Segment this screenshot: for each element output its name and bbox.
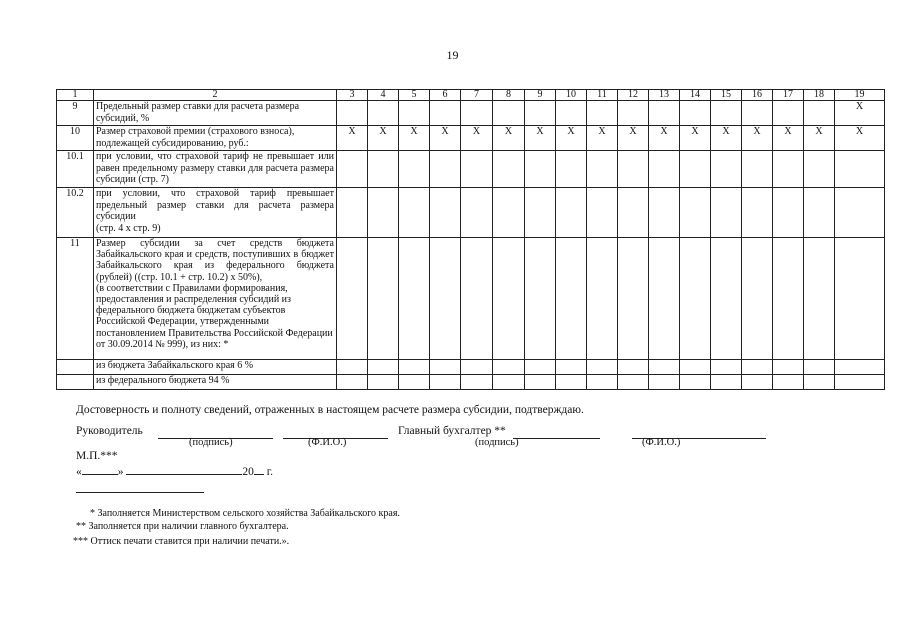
row-number: 11 xyxy=(57,238,94,360)
cell-mark xyxy=(649,101,680,126)
row-description-tail: (стр. 4 х стр. 9) xyxy=(96,222,161,234)
cell-mark: X xyxy=(742,126,773,151)
col-header: 6 xyxy=(430,90,461,101)
col-header: 13 xyxy=(649,90,680,101)
cell-mark xyxy=(337,101,368,126)
cell-mark xyxy=(368,101,399,126)
table-row xyxy=(57,101,885,126)
cell-mark: X xyxy=(804,126,835,151)
col-header: 9 xyxy=(525,90,556,101)
cell-mark: X xyxy=(711,126,742,151)
col-header: 18 xyxy=(804,90,835,101)
col-header: 1 xyxy=(57,90,94,101)
date-day-blank[interactable] xyxy=(82,464,118,475)
cell-mark: X xyxy=(587,126,618,151)
accountant-label: Главный бухгалтер ** xyxy=(398,425,506,437)
table-row xyxy=(57,188,885,238)
date-close-quote: » xyxy=(117,466,124,478)
row-description: Предельный размер ставки для расчета размера субсидий, % xyxy=(94,101,337,126)
cell-mark: X xyxy=(835,101,885,126)
cell-mark: X xyxy=(430,126,461,151)
cell-mark: X xyxy=(493,126,525,151)
subsidy-calculation-table xyxy=(56,89,885,390)
signature-block xyxy=(76,425,796,455)
row-number: 10.1 xyxy=(57,151,94,188)
col-header: 3 xyxy=(337,90,368,101)
cell-mark xyxy=(618,101,649,126)
row-number: 10.2 xyxy=(57,188,94,238)
col-header: 11 xyxy=(587,90,618,101)
cell-mark xyxy=(587,101,618,126)
table-header-row xyxy=(57,90,885,101)
date-year-blank[interactable] xyxy=(254,464,264,475)
col-header: 12 xyxy=(618,90,649,101)
cell-mark: X xyxy=(461,126,493,151)
cell-mark: X xyxy=(399,126,430,151)
cell-mark: X xyxy=(368,126,399,151)
head-signature-caption: (подпись) xyxy=(189,437,233,448)
col-header: 7 xyxy=(461,90,493,101)
cell-mark xyxy=(399,101,430,126)
cell-mark xyxy=(711,101,742,126)
cell-mark xyxy=(430,101,461,126)
row-number: 10 xyxy=(57,126,94,151)
accountant-signature-caption: (подпись) xyxy=(475,437,519,448)
date-line xyxy=(76,464,273,478)
row-description-text: Размер субсидии за счет средств бюджета Забайкальского края и средств, поступивших в бюджет Забайкальского края из федерального бюджета (рублей) ((стр. 10.1 + стр. 10.2) х 50%), xyxy=(96,238,334,283)
col-header: 19 xyxy=(835,90,885,101)
cell-mark xyxy=(804,101,835,126)
accountant-signature-line[interactable] xyxy=(513,438,600,439)
cell-mark xyxy=(680,101,711,126)
col-header: 8 xyxy=(493,90,525,101)
cell-mark xyxy=(493,101,525,126)
col-header: 17 xyxy=(773,90,804,101)
head-label: Руководитель xyxy=(76,425,143,437)
row-description: из бюджета Забайкальского края 6 % xyxy=(94,360,337,375)
footnote: * Заполняется Министерством сельского хозяйства Забайкальского края. xyxy=(90,508,400,519)
col-header: 2 xyxy=(94,90,337,101)
head-name-caption: (Ф.И.О.) xyxy=(308,437,347,448)
row-description: при условии, что страховой тариф не превышает или равен предельному размеру ставки для расчета размера субсидии (стр. 7) xyxy=(94,151,337,188)
row-description-tail: (в соответствии с Правилами формирования, предоставления и распределения субсидий из федерального бюджета бюджетам субъектов Российской Федерации, утвержденными постановлением Правительства Российской Федерации от 30.09.2014 № 999), из них: * xyxy=(96,282,333,350)
row-number xyxy=(57,360,94,375)
col-header: 14 xyxy=(680,90,711,101)
table-row xyxy=(57,238,885,360)
cell-mark: X xyxy=(525,126,556,151)
table-row xyxy=(57,151,885,188)
cell-mark xyxy=(773,101,804,126)
row-description: из федерального бюджета 94 % xyxy=(94,375,337,390)
col-header: 10 xyxy=(556,90,587,101)
date-open-quote: « xyxy=(76,466,82,478)
row-description xyxy=(94,188,337,238)
col-header: 5 xyxy=(399,90,430,101)
row-number xyxy=(57,375,94,390)
cell-mark: X xyxy=(680,126,711,151)
table-row xyxy=(57,126,885,151)
page-number: 19 xyxy=(446,48,459,62)
cell-mark xyxy=(556,101,587,126)
cell-mark: X xyxy=(618,126,649,151)
cell-mark: X xyxy=(649,126,680,151)
row-description-text: при условии, что страховой тариф превышает предельный размер ставки для расчета размера субсидии xyxy=(96,188,334,222)
date-year-suffix: г. xyxy=(266,466,274,478)
cell-mark xyxy=(461,101,493,126)
table-row xyxy=(57,375,885,390)
footnote: *** Оттиск печати ставится при наличии печати.». xyxy=(73,536,290,547)
date-month-blank[interactable] xyxy=(126,464,242,475)
confirmation-statement: Достоверность и полноту сведений, отраженных в настоящем расчете размера субсидии, подтверждаю. xyxy=(76,404,584,416)
cell-mark xyxy=(525,101,556,126)
row-description xyxy=(94,238,337,360)
footnote-separator xyxy=(76,492,204,493)
row-number: 9 xyxy=(57,101,94,126)
table-row xyxy=(57,360,885,375)
row-description: Размер страховой премии (страхового взноса), подлежащей субсидированию, руб.: xyxy=(94,126,337,151)
cell-mark: X xyxy=(835,126,885,151)
cell-mark: X xyxy=(556,126,587,151)
cell-mark: X xyxy=(337,126,368,151)
col-header: 16 xyxy=(742,90,773,101)
footnote: ** Заполняется при наличии главного бухгалтера. xyxy=(76,521,289,532)
accountant-name-caption: (Ф.И.О.) xyxy=(642,437,681,448)
col-header: 15 xyxy=(711,90,742,101)
date-year-prefix: 20 xyxy=(242,466,254,478)
cell-mark xyxy=(742,101,773,126)
col-header: 4 xyxy=(368,90,399,101)
cell-mark: X xyxy=(773,126,804,151)
seal-placeholder: М.П.*** xyxy=(76,450,118,462)
